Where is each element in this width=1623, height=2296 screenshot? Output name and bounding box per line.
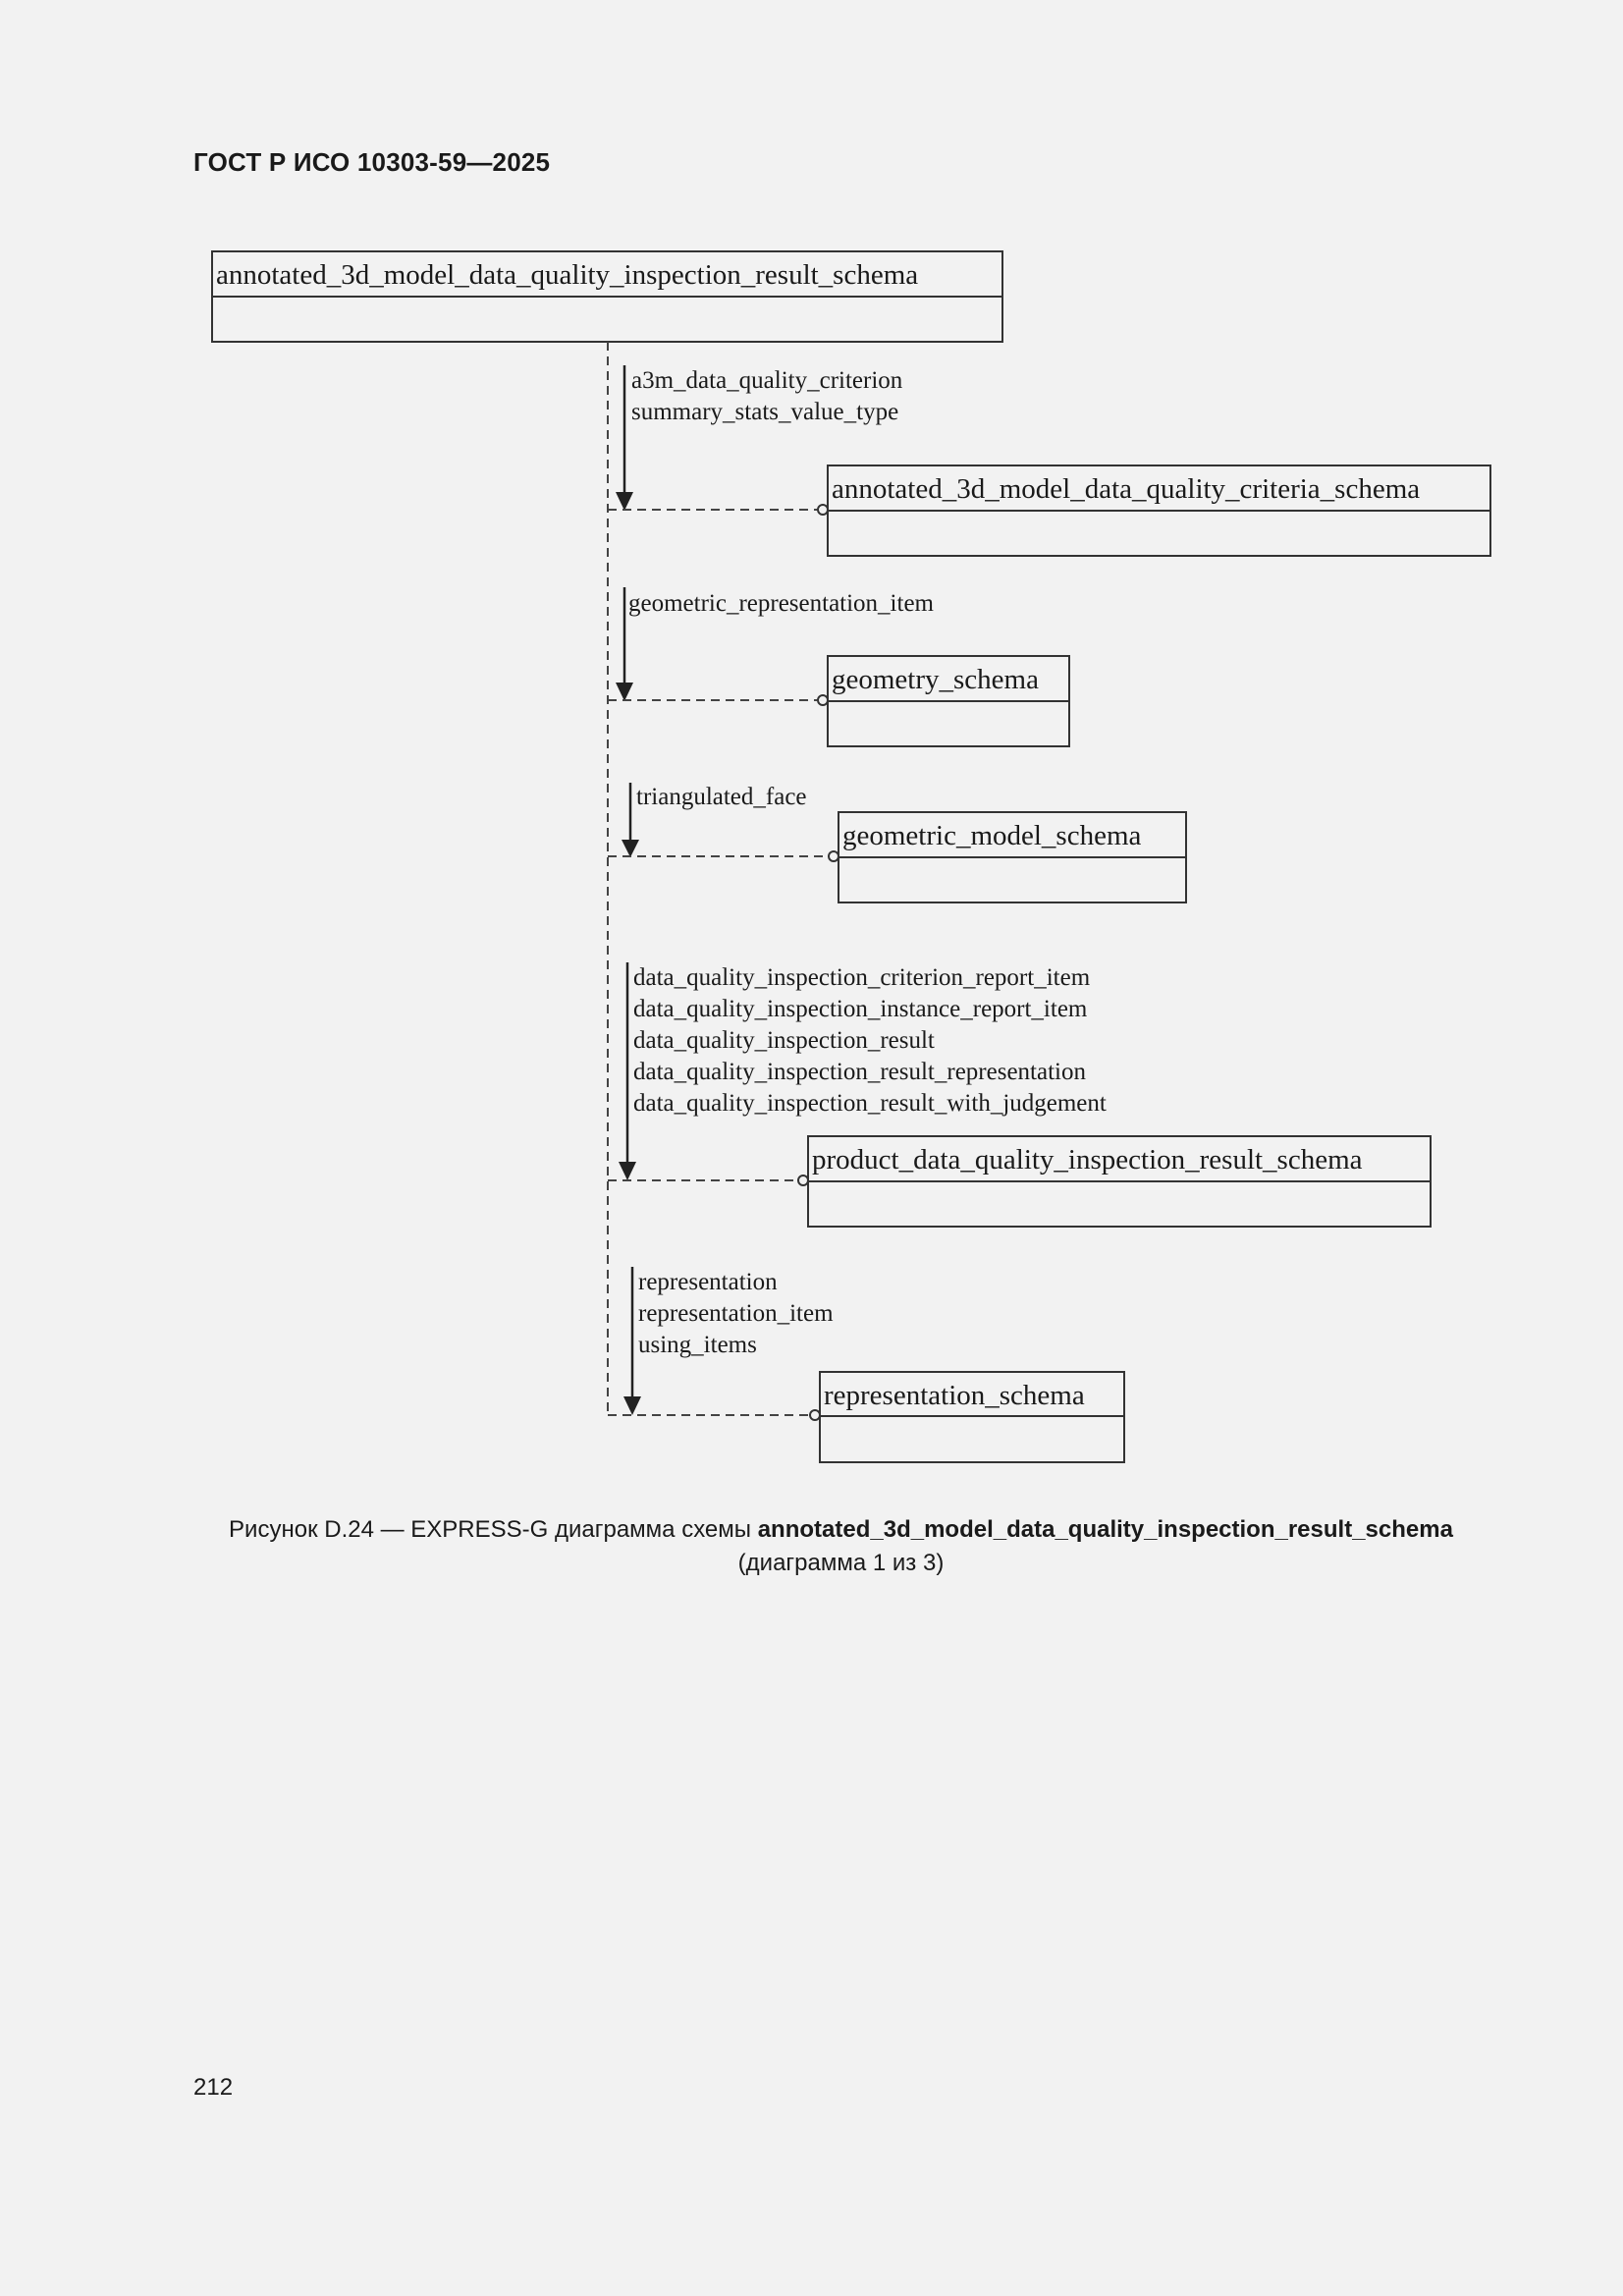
referenced-schema-name: geometric_model_schema xyxy=(842,820,1142,851)
reference-item: data_quality_inspection_result xyxy=(633,1027,935,1054)
reference-item: data_quality_inspection_criterion_report_item xyxy=(633,964,1091,991)
reference-item: triangulated_face xyxy=(636,784,807,810)
referenced-schema-name: representation_schema xyxy=(824,1380,1085,1411)
reference-item: summary_stats_value_type xyxy=(631,399,899,425)
connector-circle xyxy=(818,505,828,515)
reference-group xyxy=(608,783,1186,902)
referenced-schema-name: annotated_3d_model_data_quality_criteria_schema xyxy=(832,473,1421,505)
reference-item: data_quality_inspection_result_representation xyxy=(633,1059,1086,1085)
reference-item: representation xyxy=(638,1269,778,1295)
reference-item: data_quality_inspection_result_with_judgement xyxy=(633,1090,1107,1117)
connector-circle xyxy=(810,1410,820,1420)
referenced-schema-name: geometry_schema xyxy=(832,664,1039,695)
reference-item: representation_item xyxy=(638,1300,834,1327)
arrowhead xyxy=(616,683,633,701)
caption-schema-name: annotated_3d_model_data_quality_inspection_result_schema xyxy=(757,1516,1453,1543)
reference-group xyxy=(608,587,1069,746)
reference-group xyxy=(608,962,1431,1227)
reference-group xyxy=(608,1267,1124,1462)
connector-circle xyxy=(829,851,839,861)
main-schema-box xyxy=(212,251,1002,342)
reference-item: geometric_representation_item xyxy=(628,590,934,617)
connector-circle xyxy=(798,1175,808,1185)
reference-item: a3m_data_quality_criterion xyxy=(631,367,903,394)
reference-group xyxy=(608,365,1490,556)
caption-prefix: Рисунок D.24 — EXPRESS-G диаграмма схемы xyxy=(229,1516,752,1543)
reference-item: data_quality_inspection_instance_report_item xyxy=(633,996,1088,1022)
main-schema-name: annotated_3d_model_data_quality_inspection_result_schema xyxy=(216,259,919,291)
figure-caption xyxy=(157,1513,1525,1580)
arrowhead xyxy=(622,840,639,857)
arrowhead xyxy=(619,1162,636,1180)
arrowhead xyxy=(616,492,633,511)
reference-item: using_items xyxy=(638,1332,757,1358)
document-header: ГОСТ Р ИСО 10303-59—2025 xyxy=(193,147,551,177)
connector-circle xyxy=(818,695,828,705)
arrowhead xyxy=(623,1396,641,1415)
referenced-schema-name: product_data_quality_inspection_result_schema xyxy=(812,1144,1363,1175)
page-number: 212 xyxy=(193,2074,234,2101)
caption-suffix: (диаграмма 1 из 3) xyxy=(737,1550,945,1576)
